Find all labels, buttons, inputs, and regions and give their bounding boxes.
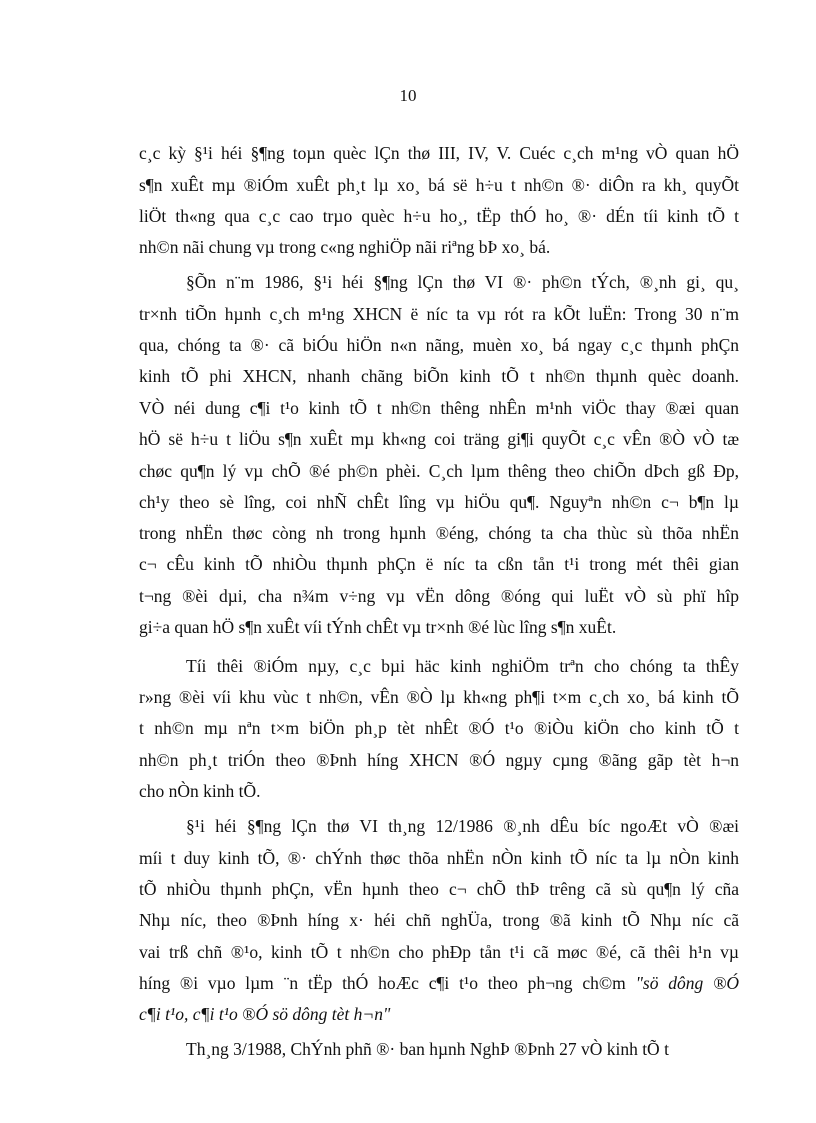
text-line: qua, chóng ta ®· cã biÓu hiÖn n«n nãng, muèn xo¸ bá ngay c¸c thµnh phÇn [139, 335, 739, 355]
text-line: c¬ cÊu kinh tÕ nhiÒu thµnh phÇn ë níc ta cßn tån t¹i trong mét thêi gian [139, 554, 739, 574]
text-line: t¬ng ®èi dµi, cha n¾m v÷ng vµ vËn dông ®óng qui luËt vÒ sù phï hîp [139, 586, 739, 606]
text-line: chøc qu¶n lý vµ chÕ ®é ph©n phèi. C¸ch lµm thêng theo chiÕn dÞch gß Ðp, [139, 461, 739, 481]
text-line: hÖ së h÷u t liÖu s¶n xuÊt mµ kh«ng coi träng gi¶i quyÕt c¸c vÊn ®Ò vÒ tæ [139, 429, 739, 449]
text-line: míi t duy kinh tÕ, ®· chÝnh thøc thõa nhËn nÒn kinh tÕ níc ta lµ nÒn kinh [139, 848, 739, 868]
text-line: nh©n ph¸t triÓn theo ®Þnh híng XHCN ®Ó ngµy cµng ®ãng gãp tèt h¬n [139, 750, 739, 770]
text-line: kinh tÕ phi XHCN, nhanh chãng biÕn kinh tÕ t nh©n thµnh quèc doanh. [139, 366, 739, 386]
text-line: r»ng ®èi víi khu vùc t nh©n, vÊn ®Ò lµ kh«ng ph¶i t×m c¸ch xo¸ bá kinh tÕ [139, 687, 739, 707]
text-line: tr×nh tiÕn hµnh c¸ch m¹ng XHCN ë níc ta vµ rót ra kÕt luËn: Trong 30 n¨m [139, 304, 739, 324]
italic-quote: "sö dông ®Ó [635, 973, 739, 993]
text-line: c¸c kỳ §¹i héi §¶ng toµn quèc lÇn thø III, IV, V. Cuéc c¸ch m¹ng vÒ quan hÖ [139, 143, 739, 163]
text-line: VÒ néi dung c¶i t¹o kinh tÕ t nh©n thêng nhÊn m¹nh viÖc thay ®æi quan [139, 398, 739, 418]
text-line: tÕ nhiÒu thµnh phÇn, vËn hµnh theo c¬ chÕ thÞ trêng cã sù qu¶n lý cña [139, 879, 739, 899]
text-line: vai trß chñ ®¹o, kinh tÕ t nh©n cho phÐp tån t¹i cã møc ®é, cã thêi h¹n vµ [139, 942, 739, 962]
text-line: cho nÒn kinh tÕ. [139, 781, 261, 801]
text-span: híng ®i vµo lµm ¨n tËp thÓ hoÆc c¶i t¹o theo ph¬ng ch©m [139, 973, 636, 993]
text-line [139, 973, 739, 993]
text-line: t nh©n mµ nªn t×m biÖn ph¸p tèt nhÊt ®Ó t¹o ®iÒu kiÖn cho kinh tÕ t [139, 718, 739, 738]
text-line [139, 1004, 739, 1024]
text-line: Th¸ng 3/1988, ChÝnh phñ ®· ban hµnh NghÞ ®Þnh 27 vÒ kinh tÕ t [186, 1039, 669, 1059]
text-line: nh©n nãi chung vµ trong c«ng nghiÖp nãi riªng bÞ xo¸ bá. [139, 237, 551, 257]
italic-quote: c¶i t¹o, c¶i t¹o ®Ó sö dông tèt h¬n" [139, 1004, 391, 1024]
text-line: Tíi thêi ®iÓm nµy, c¸c bµi häc kinh nghiÖm trªn cho chóng ta thÊy [186, 656, 739, 676]
text-line: trong nhËn thøc còng nh trong hµnh ®éng, chóng ta cha thùc sù thõa nhËn [139, 523, 739, 543]
text-line: liÖt th«ng qua c¸c cao trµo quèc h÷u ho¸, tËp thÓ ho¸ ®· dÉn tíi kinh tÕ t [139, 206, 739, 226]
text-line: ch¹y theo sè lîng, coi nhÑ chÊt lîng vµ hiÖu qu¶. Nguyªn nh©n c¬ b¶n lµ [139, 492, 739, 512]
text-line: §¹i héi §¶ng lÇn thø VI th¸ng 12/1986 ®¸nh dÊu bíc ngoÆt vÒ ®æi [186, 816, 739, 836]
text-line: gi÷a quan hÖ s¶n xuÊt víi tÝnh chÊt vµ tr×nh ®é lùc lîng s¶n xuÊt. [139, 617, 617, 637]
page-number: 10 [399, 86, 417, 105]
text-line: Nhµ níc, theo ®Þnh híng x· héi chñ nghÜa, trong ®ã kinh tÕ Nhµ níc cã [139, 910, 739, 930]
text-line: s¶n xuÊt mµ ®iÓm xuÊt ph¸t lµ xo¸ bá së h÷u t nh©n ®· diÔn ra kh¸ quyÕt [139, 175, 739, 195]
text-line: §Õn n¨m 1986, §¹i héi §¶ng lÇn thø VI ®· ph©n tÝch, ®¸nh gi¸ qu¸ [186, 272, 739, 292]
